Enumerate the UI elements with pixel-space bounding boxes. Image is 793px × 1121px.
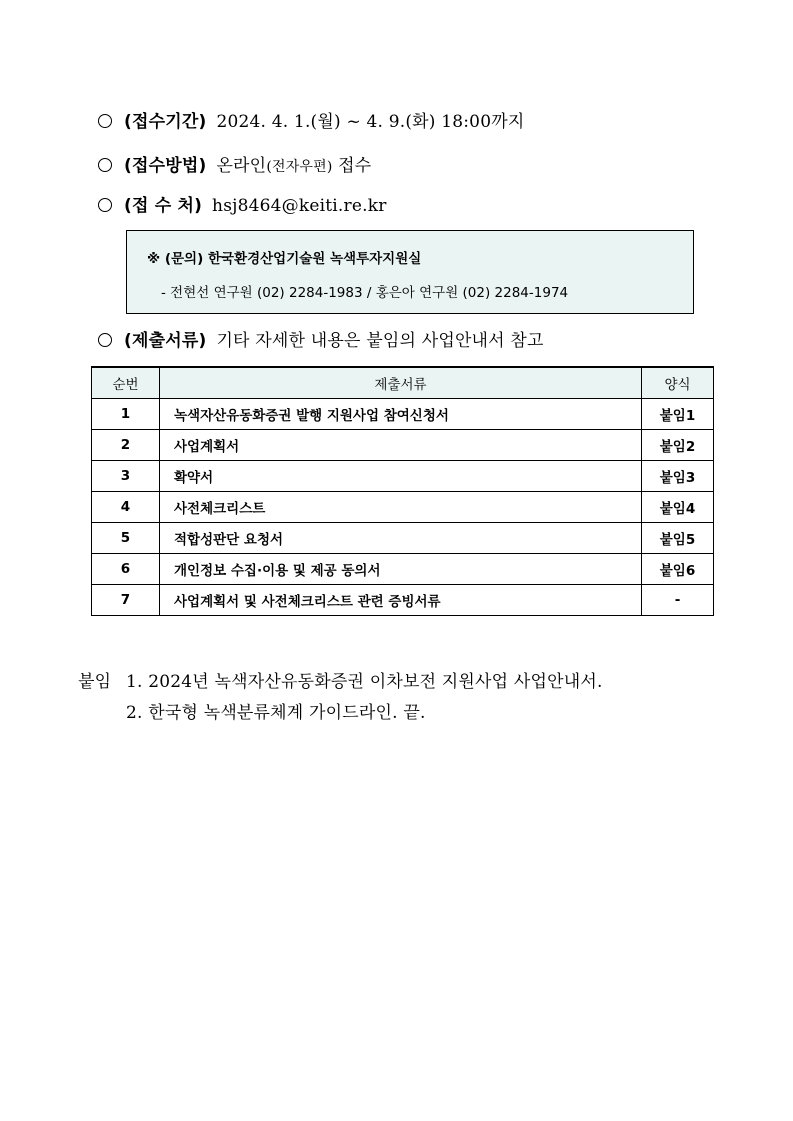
reception-period-line (98, 107, 524, 132)
row-number: 2 (92, 430, 160, 461)
circle-bullet-icon (98, 198, 112, 212)
reception-period-value: 2024. 4. 1.(월) ~ 4. 9.(화) 18:00까지 (216, 112, 525, 132)
table-row (92, 430, 714, 461)
table-row (92, 461, 714, 492)
reception-method-detail: (전자우편) (266, 159, 333, 175)
row-document-name: 적합성판단 요청서 (160, 523, 642, 554)
inquiry-notice-box (126, 230, 694, 314)
row-document-name: 녹색자산유동화증권 발행 지원사업 참여신청서 (160, 399, 642, 430)
header-number: 순번 (92, 367, 160, 399)
row-number: 7 (92, 585, 160, 616)
circle-bullet-icon (98, 114, 112, 128)
table-row (92, 554, 714, 585)
reception-address-label: (접 수 처) (124, 196, 203, 216)
attachment-item: 1. 2024년 녹색자산유동화증권 이차보전 지원사업 사업안내서. (126, 672, 603, 692)
reception-address-line (98, 191, 387, 216)
table-row (92, 523, 714, 554)
reception-method-line (98, 151, 371, 176)
row-form: 붙임4 (642, 492, 714, 523)
circle-bullet-icon (98, 333, 112, 347)
row-document-name: 사업계획서 및 사전체크리스트 관련 증빙서류 (160, 585, 642, 616)
row-number: 1 (92, 399, 160, 430)
row-form: - (642, 585, 714, 616)
row-form: 붙임1 (642, 399, 714, 430)
row-number: 4 (92, 492, 160, 523)
reception-method-tail: 접수 (338, 156, 372, 176)
table-header-row (92, 367, 714, 399)
reception-email[interactable]: hsj8464@keiti.re.kr (212, 196, 387, 216)
row-document-name: 개인정보 수집·이용 및 제공 동의서 (160, 554, 642, 585)
table-row (92, 585, 714, 616)
row-number: 5 (92, 523, 160, 554)
submission-documents-label: (제출서류) (124, 331, 207, 351)
circle-bullet-icon (98, 158, 112, 172)
table-row (92, 399, 714, 430)
submission-documents-line (98, 326, 544, 351)
row-number: 3 (92, 461, 160, 492)
row-form: 붙임6 (642, 554, 714, 585)
attachment-item: 2. 한국형 녹색분류체계 가이드라인. 끝. (126, 703, 426, 723)
reception-period-label: (접수기간) (124, 112, 207, 132)
row-form: 붙임3 (642, 461, 714, 492)
inquiry-title: ※ (문의) 한국환경산업기술원 녹색투자지원실 (147, 251, 422, 267)
header-form: 양식 (642, 367, 714, 399)
row-document-name: 사전체크리스트 (160, 492, 642, 523)
row-document-name: 사업계획서 (160, 430, 642, 461)
row-form: 붙임2 (642, 430, 714, 461)
submission-documents-table (91, 366, 714, 616)
row-document-name: 확약서 (160, 461, 642, 492)
row-form: 붙임5 (642, 523, 714, 554)
reception-method-value: 온라인 (216, 156, 267, 176)
header-document: 제출서류 (160, 367, 642, 399)
inquiry-contacts: - 전현선 연구원 (02) 2284-1983 / 홍은아 연구원 (02) 2284-1974 (161, 285, 569, 301)
attachments-prefix: 붙임 (78, 672, 112, 692)
submission-documents-value: 기타 자세한 내용은 붙임의 사업안내서 참고 (216, 331, 544, 351)
reception-method-label: (접수방법) (124, 156, 207, 176)
row-number: 6 (92, 554, 160, 585)
table-row (92, 492, 714, 523)
